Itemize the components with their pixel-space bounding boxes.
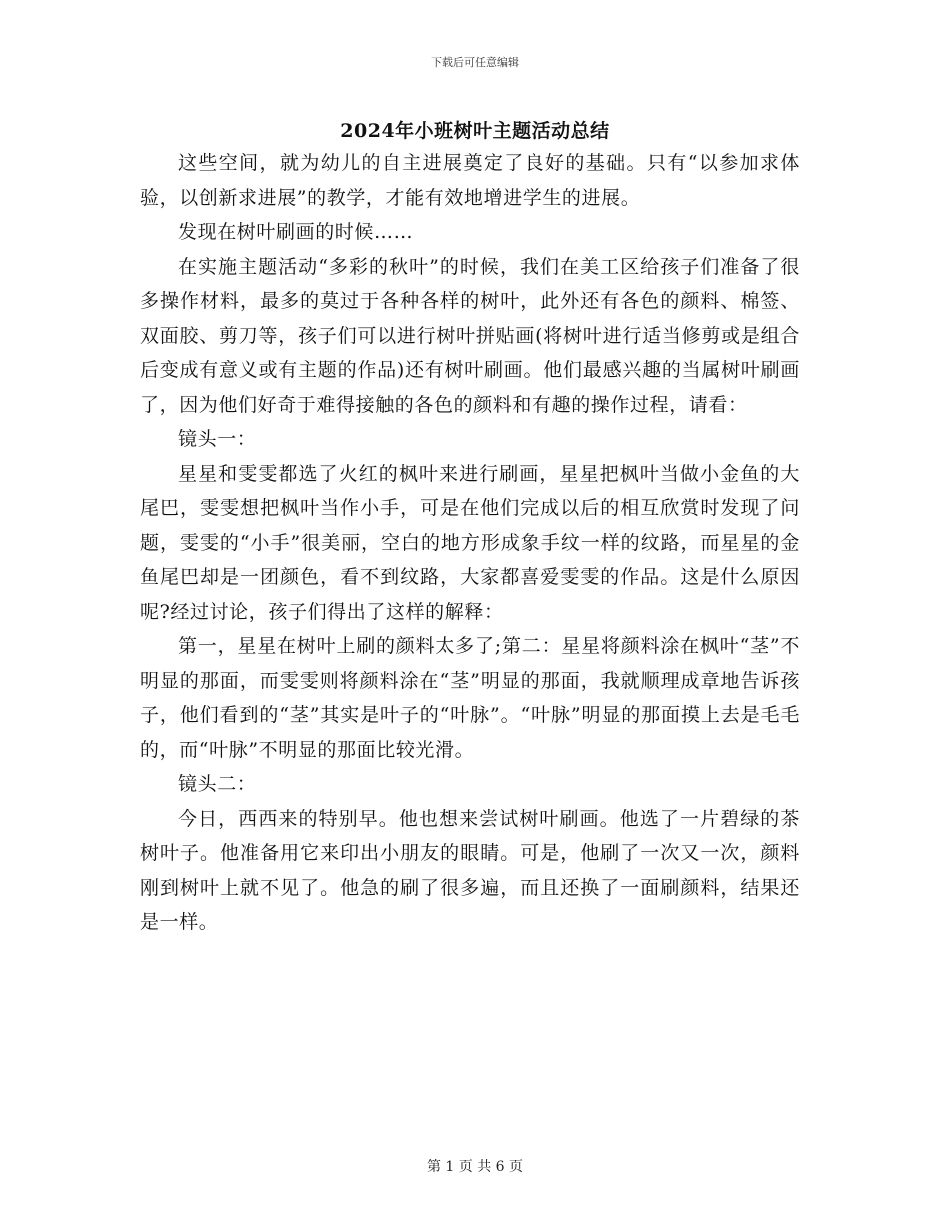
- section-heading: 镜头一：: [178, 428, 257, 450]
- paragraph: 在实施主题活动“多彩的秋叶”的时候，我们在美工区给孩子们准备了很多操作材料，最多的莫过于各种各样的树叶，此外还有各色的颜料、棉签、双面胶、剪刀等，孩子们可以进行树叶拼贴画(将树叶进行适当修剪或是组合后变成有意义或有主题的作品)还有树叶刷画。他们最感兴趣的当属树叶刷画了，因为他们好奇于难得接触的各色的颜料和有趣的操作过程，请看：: [140, 255, 800, 416]
- paragraph: 第一，星星在树叶上刷的颜料太多了;第二：星星将颜料涂在枫叶“茎”不明显的那面，而雯雯则将颜料涂在“茎”明显的那面，我就顺理成章地告诉孩子，他们看到的“茎”其实是叶子的“叶脉”。“叶脉”明显的那面摸上去是毛毛的，而“叶脉”不明显的那面比较光滑。: [140, 635, 800, 761]
- paragraph: 这些空间，就为幼儿的自主进展奠定了良好的基础。只有“以参加求体验，以创新求进展”的教学，才能有效地增进学生的进展。: [140, 152, 800, 209]
- page-footer: 第 1 页 共 6 页: [426, 1159, 524, 1175]
- paragraph: 星星和雯雯都选了火红的枫叶来进行刷画，星星把枫叶当做小金鱼的大尾巴，雯雯想把枫叶当作小手，可是在他们完成以后的相互欣赏时发现了问题，雯雯的“小手”很美丽，空白的地方形成象手纹一样的纹路，而星星的金鱼尾巴却是一团颜色，看不到纹路，大家都喜爱雯雯的作品。这是什么原因呢?经过讨论，孩子们得出了这样的解释：: [140, 462, 800, 623]
- paragraph: 发现在树叶刷画的时候……: [178, 221, 414, 243]
- document-body: [140, 146, 800, 940]
- header-note: 下载后可任意编辑: [431, 56, 519, 69]
- paragraph: 今日，西西来的特别早。他也想来尝试树叶刷画。他选了一片碧绿的茶树叶子。他准备用它来印出小朋友的眼睛。可是，他刷了一次又一次，颜料刚到树叶上就不见了。他急的刷了很多遍，而且还换了一面刷颜料，结果还是一样。: [140, 807, 800, 933]
- document-title: 2024年小班树叶主题活动总结: [340, 120, 610, 142]
- section-heading: 镜头二：: [178, 773, 257, 795]
